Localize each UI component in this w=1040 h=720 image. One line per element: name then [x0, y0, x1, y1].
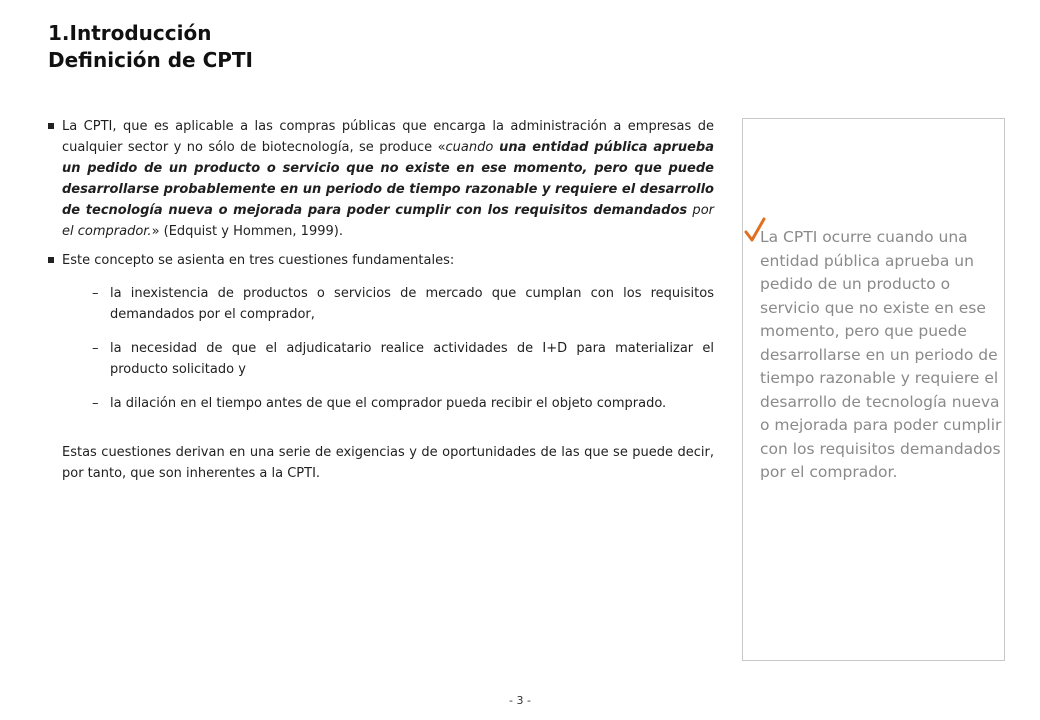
- title-line-1: 1.Introducción: [48, 21, 212, 45]
- definition-quote-bold: una entidad pública aprueba un pedido de un producto o servicio que no existe en ese momento, pero que puede desarrollarse probablemente en un periodo de tiempo razonable y requiere el desarrollo de tecnología nueva o mejorada para poder cumplir con los requisitos demandados: [62, 140, 714, 218]
- concept-text: Este concepto se asienta en tres cuestiones fundamentales:: [62, 253, 455, 268]
- dash-icon: –: [92, 286, 99, 301]
- title-line-2: Definición de CPTI: [48, 48, 253, 72]
- dash-icon: –: [92, 341, 99, 356]
- bullet-definition: [48, 116, 714, 242]
- list-item-text: la necesidad de que el adjudicatario realice actividades de I+D para materializar el producto solicitado y: [110, 341, 714, 377]
- square-bullet-icon: [48, 123, 54, 129]
- definition-quote-end: por el comprador.: [62, 203, 714, 239]
- summary-text: La CPTI ocurre cuando una entidad pública aprueba un pedido de un producto o servicio que no existe en ese momento, pero que puede desarrollarse en un periodo de tiempo razonable y requiere el desarrollo de tecnología nueva o mejorada para poder cumplir con los requisitos demandados por el comprador.: [760, 228, 1002, 481]
- list-item: [92, 283, 714, 325]
- dash-icon: –: [92, 396, 99, 411]
- list-item: [92, 338, 714, 380]
- page-number: - 3 -: [509, 694, 531, 707]
- definition-quote-cuando: cuando: [445, 140, 494, 155]
- square-bullet-icon: [48, 257, 54, 263]
- list-item-text: la inexistencia de productos o servicios de mercado que cumplan con los requisitos demandados por el comprador,: [110, 286, 714, 322]
- definition-intro: La CPTI, que es aplicable a las compras públicas que encarga la administración a empresas de cualquier sector y no sólo de biotecnología, se produce «: [62, 119, 714, 155]
- list-item: [92, 393, 714, 414]
- definition-citation: » (Edquist y Hommen, 1999).: [151, 224, 343, 239]
- bullet-concept: [48, 250, 714, 271]
- sub-list: [48, 283, 714, 414]
- closing-paragraph: Estas cuestiones derivan en una serie de exigencias y de oportunidades de las que se puede decir, por tanto, que son inherentes a la CPTI.: [62, 445, 714, 481]
- page-title: [48, 20, 253, 74]
- list-item-text: la dilación en el tiempo antes de que el comprador pueda recibir el objeto comprado.: [110, 396, 667, 411]
- main-content: [48, 116, 714, 484]
